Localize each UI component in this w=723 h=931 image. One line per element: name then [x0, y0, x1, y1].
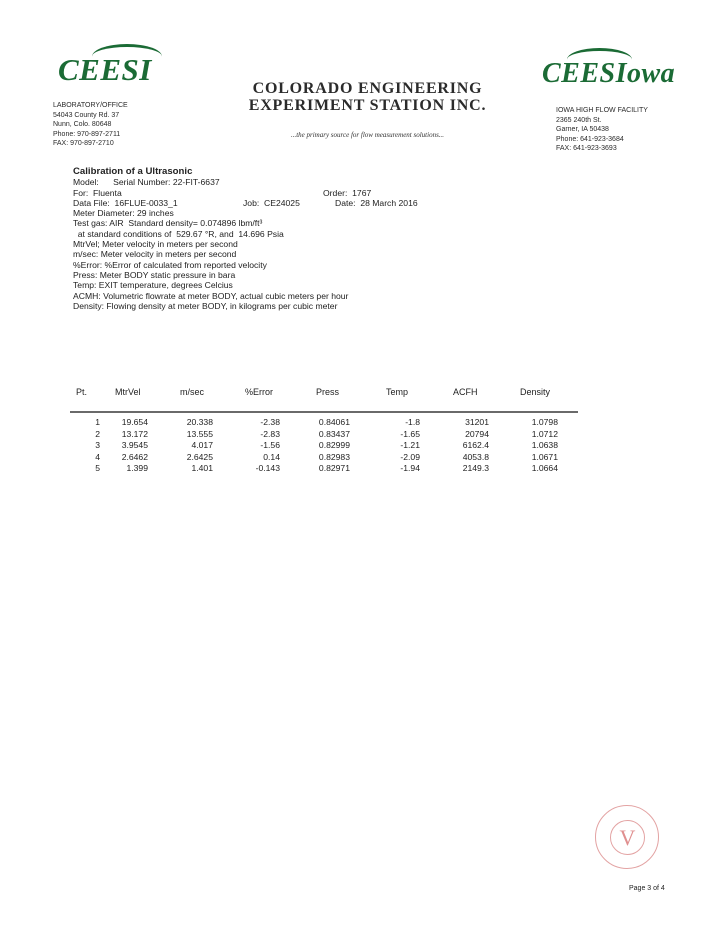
table-row [70, 417, 586, 429]
cell-press: 0.82983 [318, 451, 350, 462]
cell-press: 0.82971 [318, 463, 350, 474]
cell-msec: 20.338 [186, 417, 213, 427]
address-line: FAX: 970-897-2710 [53, 140, 114, 147]
cell-temp: -1.8 [405, 417, 420, 427]
cell-mtrvel: 1.399 [126, 463, 148, 474]
cell-pt: 4 [95, 451, 100, 462]
cell-density: 1.0664 [531, 463, 558, 474]
address-line: IOWA HIGH FLOW FACILITY [556, 107, 648, 114]
table-row [70, 463, 586, 475]
cell-msec: 1.401 [191, 463, 213, 474]
address-line: Phone: 970-897-2711 [53, 130, 121, 138]
description-line: MtrVel; Meter velocity in meters per second [73, 239, 238, 250]
cell-press: 0.83437 [318, 428, 350, 439]
company-name-line2: EXPERIMENT STATION INC. [248, 97, 487, 114]
cell-msec: 13.555 [186, 428, 213, 439]
cell-press: 0.82999 [318, 440, 350, 451]
cell-pt: 1 [95, 417, 100, 427]
results-table-body [70, 417, 586, 475]
for-label: For: Fluenta [73, 187, 122, 198]
page-number: Page 3 of 4 [629, 885, 665, 892]
cell-msec: 2.6425 [186, 451, 213, 462]
verification-stamp [595, 805, 659, 869]
cell-acfh: 2149.3 [462, 463, 489, 474]
cell-mtrvel: 13.172 [121, 428, 148, 439]
ceesi-iowa-logo: CEESIowa [542, 58, 676, 89]
cell-error: 0.14 [263, 451, 280, 462]
description-line: Density: Flowing density at meter BODY, in kilograms per cubic meter [73, 300, 338, 311]
model-line: Model: Serial Number: 22-FIT-6637 [73, 177, 220, 188]
company-name-line1: COLORADO ENGINEERING [252, 80, 483, 97]
cell-density: 1.0712 [531, 428, 558, 439]
description-line: %Error: %Error of calculated from reported velocity [73, 259, 267, 270]
col-header-mtrvel: MtrVel [115, 387, 141, 397]
job-label: Job: CE24025 [243, 197, 300, 208]
calibration-description [73, 167, 418, 311]
col-header-density: Density [520, 387, 551, 397]
cell-temp: -1.65 [400, 428, 420, 439]
cell-density: 1.0638 [531, 440, 558, 451]
description-line: ACMH: Volumetric flowrate at meter BODY, actual cubic meters per hour [73, 290, 349, 301]
address-line: LABORATORY/OFFICE [53, 102, 128, 109]
cell-density: 1.0671 [531, 451, 558, 462]
col-header-msec: m/sec [180, 387, 205, 397]
address-line: 54043 County Rd. 37 [53, 111, 120, 119]
cell-error: -1.56 [260, 440, 280, 451]
description-line: Meter Diameter: 29 inches [73, 208, 174, 219]
cell-error: -2.83 [260, 428, 280, 439]
results-table-header [70, 387, 586, 411]
cell-pt: 3 [95, 440, 100, 451]
cell-error: -0.143 [255, 463, 280, 474]
order-label: Order: 1767 [323, 187, 372, 198]
cell-mtrvel: 19.654 [121, 417, 148, 427]
address-line: FAX: 641-923-3693 [556, 145, 617, 152]
table-row [70, 440, 586, 452]
address-line: Garner, IA 50438 [556, 126, 609, 133]
datafile-line [73, 198, 418, 208]
cell-error: -2.38 [260, 417, 280, 427]
cell-temp: -1.21 [400, 440, 420, 451]
cell-temp: -1.94 [400, 463, 420, 474]
cell-pt: 2 [95, 428, 100, 439]
cell-acfh: 4053.8 [462, 451, 489, 462]
cell-acfh: 20794 [465, 428, 489, 439]
calibration-title: Calibration of a Ultrasonic [73, 166, 193, 177]
description-line: Test gas: AIR Standard density= 0.074896 lbm/ft³ [73, 218, 263, 229]
description-line: Press: Meter BODY static pressure in bara [73, 269, 236, 280]
company-name [200, 80, 535, 114]
cell-mtrvel: 2.6462 [121, 451, 148, 462]
cell-msec: 4.017 [191, 440, 213, 451]
address-line: Nunn, Colo. 80648 [53, 121, 112, 128]
cell-density: 1.0798 [531, 417, 558, 427]
cell-press: 0.84061 [318, 417, 350, 427]
table-row [70, 429, 586, 441]
right-address [556, 106, 648, 154]
col-header-temp: Temp [386, 387, 409, 397]
address-line: Phone: 641-923-3684 [556, 135, 624, 143]
col-header-error: %Error [245, 387, 274, 397]
datafile-label: Data File: 16FLUE-0033_1 [73, 197, 178, 208]
cell-acfh: 31201 [465, 417, 489, 427]
for-order-line [73, 188, 418, 198]
table-row [70, 452, 586, 464]
left-address [53, 101, 128, 149]
cell-mtrvel: 3.9545 [121, 440, 148, 451]
table-rule [70, 411, 578, 413]
col-header-pt: Pt. [76, 387, 88, 397]
cell-pt: 5 [95, 463, 100, 474]
description-line: Temp: EXIT temperature, degrees Celcius [73, 280, 233, 291]
description-line: at standard conditions of 529.67 °R, and 14.696 Psia [73, 228, 284, 239]
cell-temp: -2.09 [400, 451, 420, 462]
stamp-letter: V [610, 820, 645, 855]
col-header-acfh: ACFH [453, 387, 478, 397]
ceesi-logo: CEESI [58, 52, 152, 87]
date-label: Date: 28 March 2016 [335, 197, 418, 208]
cell-acfh: 6162.4 [462, 440, 489, 451]
col-header-press: Press [316, 387, 340, 397]
address-line: 2365 240th St. [556, 116, 602, 124]
tagline: ...the primary source for flow measurement solutions... [290, 131, 445, 139]
description-line: m/sec: Meter velocity in meters per second [73, 249, 237, 260]
